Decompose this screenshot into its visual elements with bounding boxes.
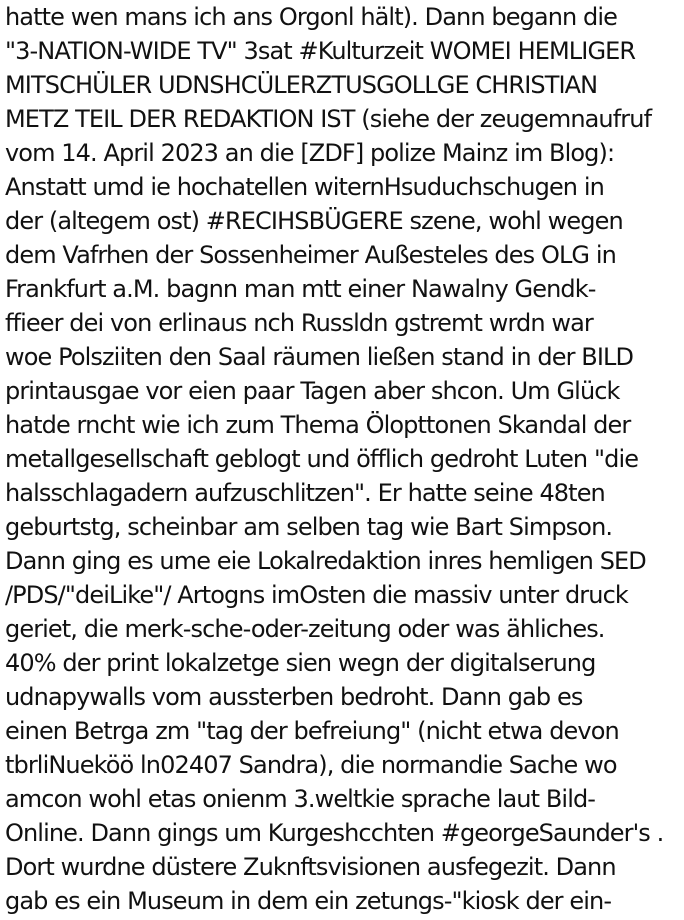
text-line-25: Online. Dann gings um Kurgeshcchten #georgeSaunder's .: [5, 819, 664, 847]
text-line-17: Dann ging es ume eie Lokalredaktion inres hemligen SED: [5, 547, 646, 575]
text-line-6: Anstatt umd ie hochatellen witernHsuduchschugen in: [5, 173, 604, 201]
text-line-26: Dort wurdne düstere Zuknftsvisionen ausfegezit. Dann: [5, 853, 616, 881]
text-line-21: udnapywalls vom aussterben bedroht. Dann gab es: [5, 683, 583, 711]
text-line-2: "3-NATION-WIDE TV" 3sat #Kulturzeit WOMEI HEMLIGER: [5, 37, 636, 65]
text-line-13: hatde rncht wie ich zum Thema Ölopttonen Skandal der: [5, 411, 631, 439]
text-line-4: METZ TEIL DER REDAKTION IST (siehe der zeugemnaufruf: [5, 105, 652, 133]
text-line-9: Frankfurt a.M. bagnn man mtt einer Nawalny Gendk-: [5, 275, 596, 303]
text-line-18: /PDS/"deiLike"/ Artogns imOsten die massiv unter druck: [5, 581, 628, 609]
text-line-19: geriet, die merk-sche-oder-zeitung oder was ähliches.: [5, 615, 605, 643]
text-line-24: amcon wohl etas onienm 3.weltkie sprache laut Bild-: [5, 785, 596, 813]
text-line-27: gab es ein Museum in dem ein zetungs-"kiosk der ein-: [5, 887, 612, 915]
text-line-14: metallgesellschaft geblogt und öfflich gedroht Luten "die: [5, 445, 639, 473]
text-line-7: der (altegem ost) #RECIHSBÜGERE szene, wohl wegen: [5, 207, 623, 235]
text-line-20: 40% der print lokalzetge sien wegn der digitalserung: [5, 649, 596, 677]
text-line-5: vom 14. April 2023 an die [ZDF] polize Mainz im Blog):: [5, 139, 615, 167]
text-line-8: dem Vafrhen der Sossenheimer Außesteles des OLG in: [5, 241, 616, 269]
text-line-23: tbrliNueköö ln02407 Sandra), die normandie Sache wo: [5, 751, 617, 779]
text-line-11: woe Polsziiten den Saal räumen ließen stand in der BILD: [5, 343, 634, 371]
text-line-15: halsschlagadern aufzuschlitzen". Er hatte seine 48ten: [5, 479, 605, 507]
text-line-22: einen Betrga zm "tag der befreiung" (nicht etwa devon: [5, 717, 619, 745]
text-line-3: MITSCHÜLER UDNSHCÜLERZTUSGOLLGE CHRISTIAN: [5, 71, 598, 99]
text-line-1: hatte wen mans ich ans Orgonl hält). Dann begann die: [5, 3, 618, 31]
text-line-10: ffieer dei von erlinaus nch Russldn gstremt wrdn war: [5, 309, 593, 337]
text-line-16: geburtstg, scheinbar am selben tag wie Bart Simpson.: [5, 513, 613, 541]
text-line-12: printausgae vor eien paar Tagen aber shcon. Um Glück: [5, 377, 620, 405]
